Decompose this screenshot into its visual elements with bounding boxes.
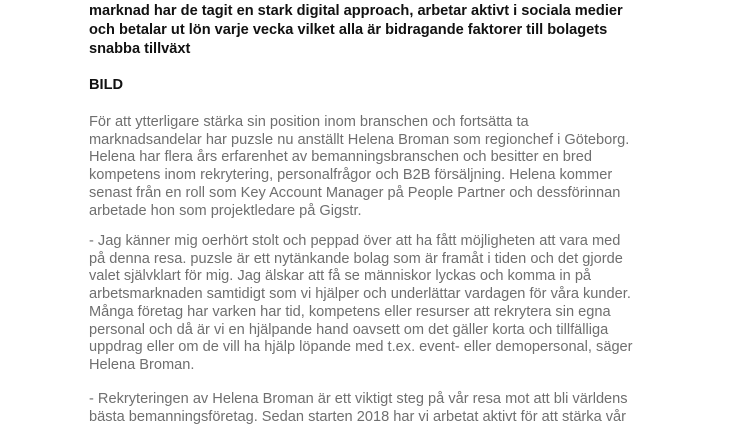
paragraph-line: arbetade hon som projektledare på Gigstr. <box>89 202 362 219</box>
lead-line: snabba tillväxt <box>89 41 191 57</box>
paragraph-line: Helena Broman. <box>89 356 195 373</box>
body-paragraph-intro <box>89 114 689 220</box>
paragraph-line: marknadsandelar har puzsle nu anställt Helena Broman som regionchef i Göteborg. <box>89 131 630 148</box>
lead-line: marknad har de tagit en stark digital approach, arbetar aktivt i sociala medier <box>89 3 623 19</box>
paragraph-line: Många företag har varken har tid, kompetens eller resurser att rekrytera sin egna <box>89 303 611 320</box>
paragraph-line: Helena har flera års erfarenhet av bemanningsbranschen och besitter en bred <box>89 149 592 166</box>
paragraph-line: kompetens inom rekrytering, personalfrågor och B2B försäljning. Helena kommer <box>89 167 613 184</box>
paragraph-line: på denna resa. puzsle är ett nytänkande bolag som är framåt i tiden och det gjorde <box>89 250 623 267</box>
paragraph-line: valet självklart för mig. Jag älskar att få se människor lyckas och komma in på <box>89 268 592 285</box>
paragraph-line: senast från en roll som Key Account Manager på People Partner och dessförinnan <box>89 184 621 201</box>
paragraph-line: - Rekryteringen av Helena Broman är ett viktigt steg på vår resa mot att bli världens <box>89 391 628 407</box>
section-heading: BILD <box>89 77 124 93</box>
paragraph-line: För att ytterligare stärka sin position inom branschen och fortsätta ta <box>89 114 529 130</box>
lead-paragraph <box>89 2 689 59</box>
body-paragraph-quote <box>89 233 689 375</box>
paragraph-line: bästa bemanningsföretag. Sedan starten 2018 har vi arbetat aktivt för att stärka vår <box>89 408 627 425</box>
lead-line: och betalar ut lön varje vecka vilket alla är bidragande faktorer till bolagets <box>89 22 608 38</box>
paragraph-line: personal och då är vi en hjälpande hand oavsett om det gäller korta och tillfälliga <box>89 321 609 338</box>
paragraph-line: uppdrag eller om de vill ha hjälp löpande med t.ex. event- eller demopersonal, säger <box>89 339 633 356</box>
paragraph-line: arbetsmarknaden samtidigt som vi hjälper och underlättar vardagen för våra kunder. <box>89 286 631 303</box>
body-paragraph-recruitment <box>89 391 689 426</box>
paragraph-line: - Jag känner mig oerhört stolt och peppad över att ha fått möjligheten att vara med <box>89 233 621 249</box>
